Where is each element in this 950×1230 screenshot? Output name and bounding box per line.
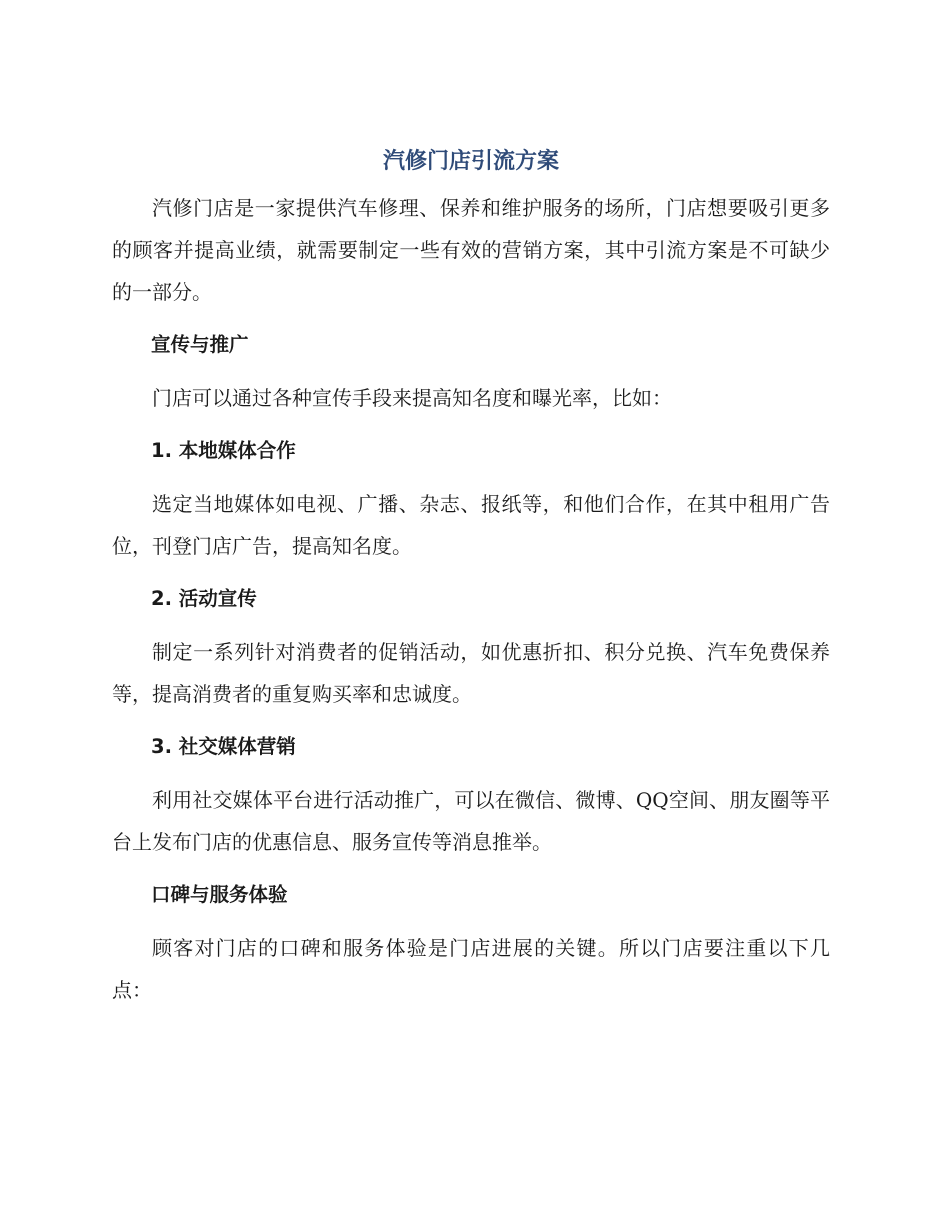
section-text-events: 制定一系列针对消费者的促销活动，如优惠折扣、积分兑换、汽车免费保养等，提高消费者的重复购买率和忠诚度。 (112, 640, 830, 706)
section-heading-social-media: 3. 社交媒体营销 (151, 735, 296, 758)
intro-paragraph: 汽修门店是一家提供汽车修理、保养和维护服务的场所，门店想要吸引更多的顾客并提高业绩，就需要制定一些有效的营销方案，其中引流方案是不可缺少的一部分。 (112, 196, 830, 304)
section-heading-events: 2. 活动宣传 (151, 587, 257, 610)
section-text-promotion: 门店可以通过各种宣传手段来提高知名度和曝光率，比如： (152, 386, 672, 410)
section-heading-reputation: 口碑与服务体验 (151, 883, 288, 906)
section-heading-promotion: 宣传与推广 (151, 333, 249, 356)
document-title: 汽修门店引流方案 (382, 149, 559, 174)
section-text-social-media: 利用社交媒体平台进行活动推广，可以在微信、微博、QQ空间、朋友圈等平台上发布门店的优惠信息、服务宣传等消息推举。 (112, 788, 830, 854)
section-text-local-media: 选定当地媒体如电视、广播、杂志、报纸等，和他们合作，在其中租用广告位，刊登门店广告，提高知名度。 (112, 492, 830, 558)
section-text-reputation: 顾客对门店的口碑和服务体验是门店进展的关键。所以门店要注重以下几点： (112, 936, 830, 1002)
document-page (112, 145, 830, 1011)
section-heading-local-media: 1. 本地媒体合作 (151, 439, 296, 462)
